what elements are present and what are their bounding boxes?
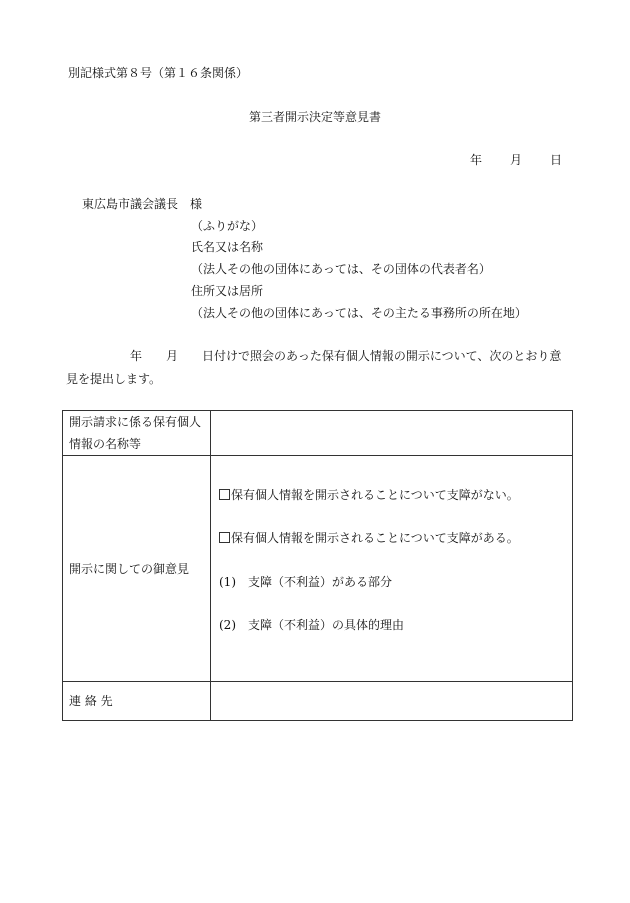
table-row [63, 682, 573, 721]
furigana-label: （ふりがな） [191, 219, 264, 233]
info-name-label-line2: 情報の名称等 [69, 437, 142, 451]
date-line [470, 153, 562, 167]
table-row [63, 456, 573, 682]
info-name-label-line1: 開示請求に係る保有個人 [69, 415, 202, 429]
opinion-field[interactable] [211, 456, 573, 682]
opinion-form-table [62, 410, 573, 721]
option-objection-text: 保有個人情報を開示されることについて支障がある。 [231, 531, 519, 545]
address-label: 住所又は居所 [191, 284, 264, 298]
recipient: 東広島市議会議長 様 [82, 197, 203, 211]
info-name-field[interactable] [211, 411, 573, 456]
date-year: 年 [470, 153, 483, 167]
body-text-line1: 年 月 日付けで照会のあった保有個人情報の開示について、次のとおり意 [130, 349, 562, 363]
org-office-note: （法人その他の団体にあっては、その主たる事務所の所在地） [191, 306, 527, 320]
table-row [63, 411, 573, 456]
document-title: 第三者開示決定等意見書 [248, 110, 381, 124]
org-representative-note: （法人その他の団体にあっては、その団体の代表者名） [191, 262, 491, 276]
checkbox-icon[interactable] [219, 532, 230, 543]
checkbox-icon[interactable] [219, 489, 230, 500]
date-day: 日 [550, 153, 563, 167]
item-specific-reason: (2) 支障（不利益）の具体的理由 [219, 618, 404, 632]
contact-field[interactable] [211, 682, 573, 721]
option-no-objection-text: 保有個人情報を開示されることについて支障がない。 [231, 488, 519, 502]
contact-label: 連 絡 先 [63, 682, 211, 721]
option-objection[interactable] [219, 529, 519, 546]
body-text-line2: 見を提出します。 [66, 372, 162, 386]
name-label: 氏名又は名称 [191, 240, 264, 254]
opinion-label: 開示に関しての御意見 [63, 456, 211, 682]
form-number: 別記様式第８号（第１６条関係） [68, 66, 249, 80]
date-month: 月 [510, 153, 523, 167]
info-name-label [63, 411, 211, 456]
item-affected-part: (1) 支障（不利益）がある部分 [219, 575, 392, 589]
option-no-objection[interactable] [219, 486, 519, 503]
